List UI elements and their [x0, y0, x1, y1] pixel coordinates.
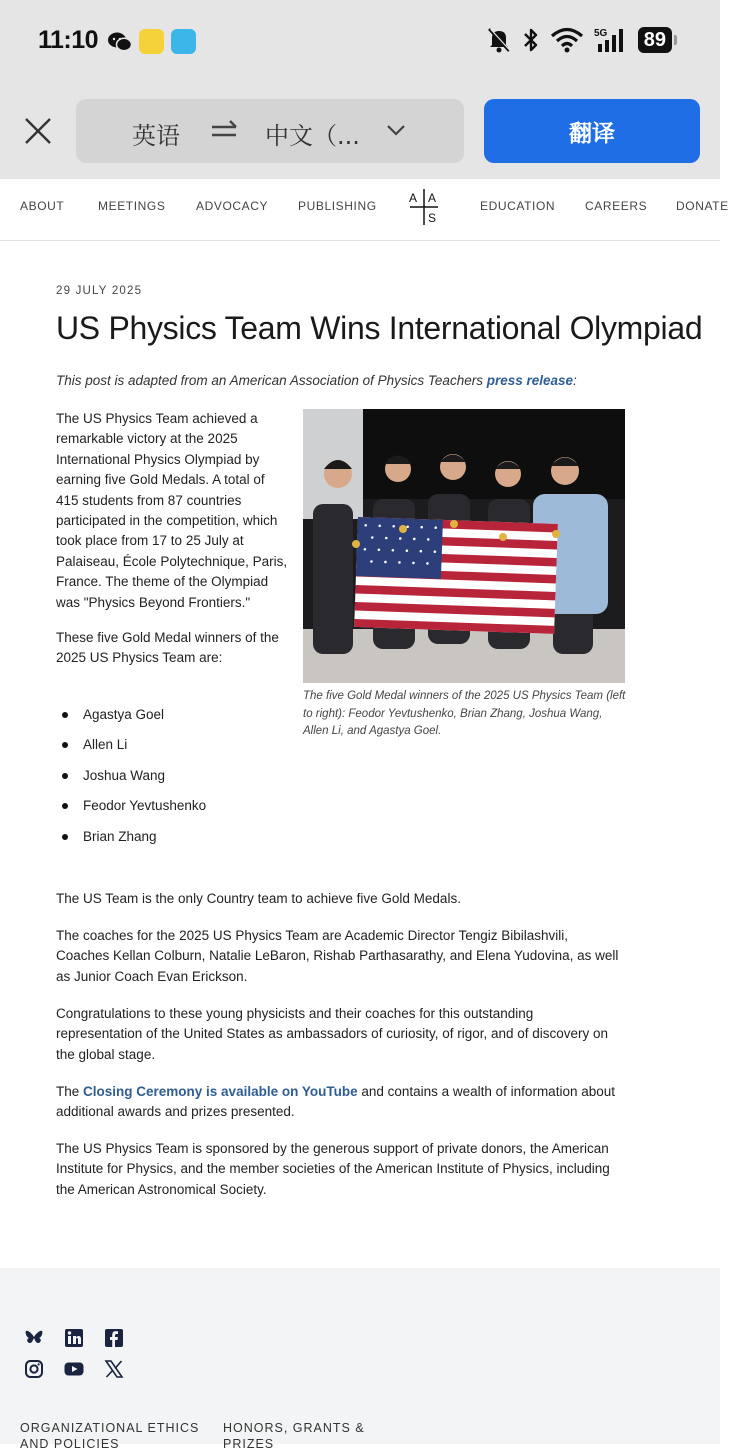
press-release-link[interactable]: press release — [486, 373, 574, 388]
youtube-ceremony-link[interactable]: Closing Ceremony is available on YouTube — [83, 1084, 358, 1099]
language-selector[interactable] — [76, 99, 464, 163]
app-icon-1 — [139, 29, 164, 54]
bluetooth-icon — [522, 26, 540, 54]
nav-item-publishing[interactable]: PUBLISHING — [298, 199, 377, 213]
swap-icon[interactable] — [210, 119, 238, 143]
status-right — [486, 26, 672, 54]
svg-text:5G: 5G — [593, 28, 608, 39]
nav-item-education[interactable]: EDUCATION — [480, 199, 556, 213]
intro-suffix: : — [573, 373, 577, 388]
x-icon[interactable] — [104, 1359, 124, 1379]
instagram-icon[interactable] — [24, 1359, 44, 1379]
list-item: Feodor Yevtushenko — [56, 795, 206, 825]
wechat-icon — [107, 31, 133, 53]
aas-logo[interactable] — [406, 187, 442, 227]
article-paragraph: The US Physics Team achieved a remarkable victory at the 2025 International Physics Olympiad by earning five Gold Medals. A total of 415 students from 87 countries participated in the competition, which took place from 17 to 25 July at Palaiseau, École Polytechnique, Paris, France. The theme of the Olympiad was "Physics Beyond Frontiers." — [56, 411, 288, 610]
wifi-icon — [550, 26, 584, 54]
article-title: US Physics Team Wins International Olympiad — [56, 310, 703, 346]
target-language[interactable]: 中文（... — [265, 122, 360, 150]
source-language[interactable]: 英语 — [132, 122, 180, 150]
list-item: Allen Li — [56, 734, 206, 764]
translate-button[interactable]: 翻译 — [484, 99, 700, 163]
article-paragraph: The US Physics Team is sponsored by the generous support of private donors, the American Institute for Physics, and the member societies of the American Institute of Physics, including the American Astronomical Society. — [56, 1141, 610, 1197]
chevron-down-icon[interactable] — [386, 123, 406, 137]
bluesky-icon[interactable] — [24, 1328, 44, 1348]
article-paragraph: The US Team is the only Country team to achieve five Gold Medals. — [56, 891, 461, 906]
site-footer — [0, 1268, 720, 1444]
list-item: Joshua Wang — [56, 765, 206, 795]
intro-text: This post is adapted from an American Association of Physics Teachers — [56, 373, 487, 388]
footer-link-honors[interactable]: HONORS, GRANTS & PRIZES — [223, 1421, 365, 1451]
translate-bar — [0, 82, 720, 179]
list-item: Brian Zhang — [56, 826, 206, 856]
list-item: Agastya Goel — [56, 704, 206, 734]
photo-caption: The five Gold Medal winners of the 2025 US Physics Team (left to right): Feodor Yevtushenko, Brian Zhang, Joshua Wang, Allen Li, and Agastya Goel. — [303, 690, 626, 737]
linkedin-icon[interactable] — [64, 1328, 84, 1348]
team-photo[interactable] — [303, 409, 625, 683]
youtube-icon[interactable] — [64, 1359, 84, 1379]
nav-item-meetings[interactable]: MEETINGS — [98, 199, 166, 213]
nav-item-advocacy[interactable]: ADVOCACY — [196, 199, 269, 213]
article-intro — [56, 373, 577, 388]
article-date: 29 JULY 2025 — [56, 285, 143, 297]
svg-text:A: A — [428, 191, 437, 205]
svg-text:S: S — [428, 211, 437, 225]
article-paragraph: The coaches for the 2025 US Physics Team are Academic Director Tengiz Bibilashvili, Coaches Kellan Colburn, Natalie LeBaron, Rishab Parthasarathy, and Elena Yudovina, as well as Junior Coach Evan Erickson. — [56, 928, 619, 984]
status-time: 11:10 — [38, 26, 99, 54]
site-nav — [0, 179, 729, 241]
mute-bell-icon — [486, 26, 512, 54]
article-paragraph: Congratulations to these young physicists and their coaches for this outstanding representation of the United States as ambassadors of curiosity, of rigor, and of discovery on the global stage. — [56, 1006, 609, 1062]
article-paragraph — [56, 1082, 622, 1123]
svg-text:A: A — [409, 191, 418, 205]
p6-prefix: The — [56, 1084, 84, 1099]
footer-link-ethics[interactable]: ORGANIZATIONAL ETHICS AND POLICIES — [20, 1421, 200, 1451]
battery-indicator: 89 — [638, 27, 672, 53]
nav-item-careers[interactable]: CAREERS — [585, 199, 648, 213]
facebook-icon[interactable] — [104, 1328, 124, 1348]
p6-suffix: and contains a wealth of information about additional awards and prizes presented. — [56, 1084, 615, 1120]
app-icon-2 — [171, 29, 196, 54]
article-paragraph: These five Gold Medal winners of the 2025 US Physics Team are: — [56, 630, 279, 666]
close-icon[interactable] — [22, 115, 54, 147]
nav-item-donate[interactable]: DONATE — [676, 199, 729, 213]
nav-item-about[interactable]: ABOUT — [20, 199, 65, 213]
signal-5g-icon — [594, 26, 628, 54]
winners-list — [56, 704, 206, 856]
status-bar — [0, 0, 720, 82]
